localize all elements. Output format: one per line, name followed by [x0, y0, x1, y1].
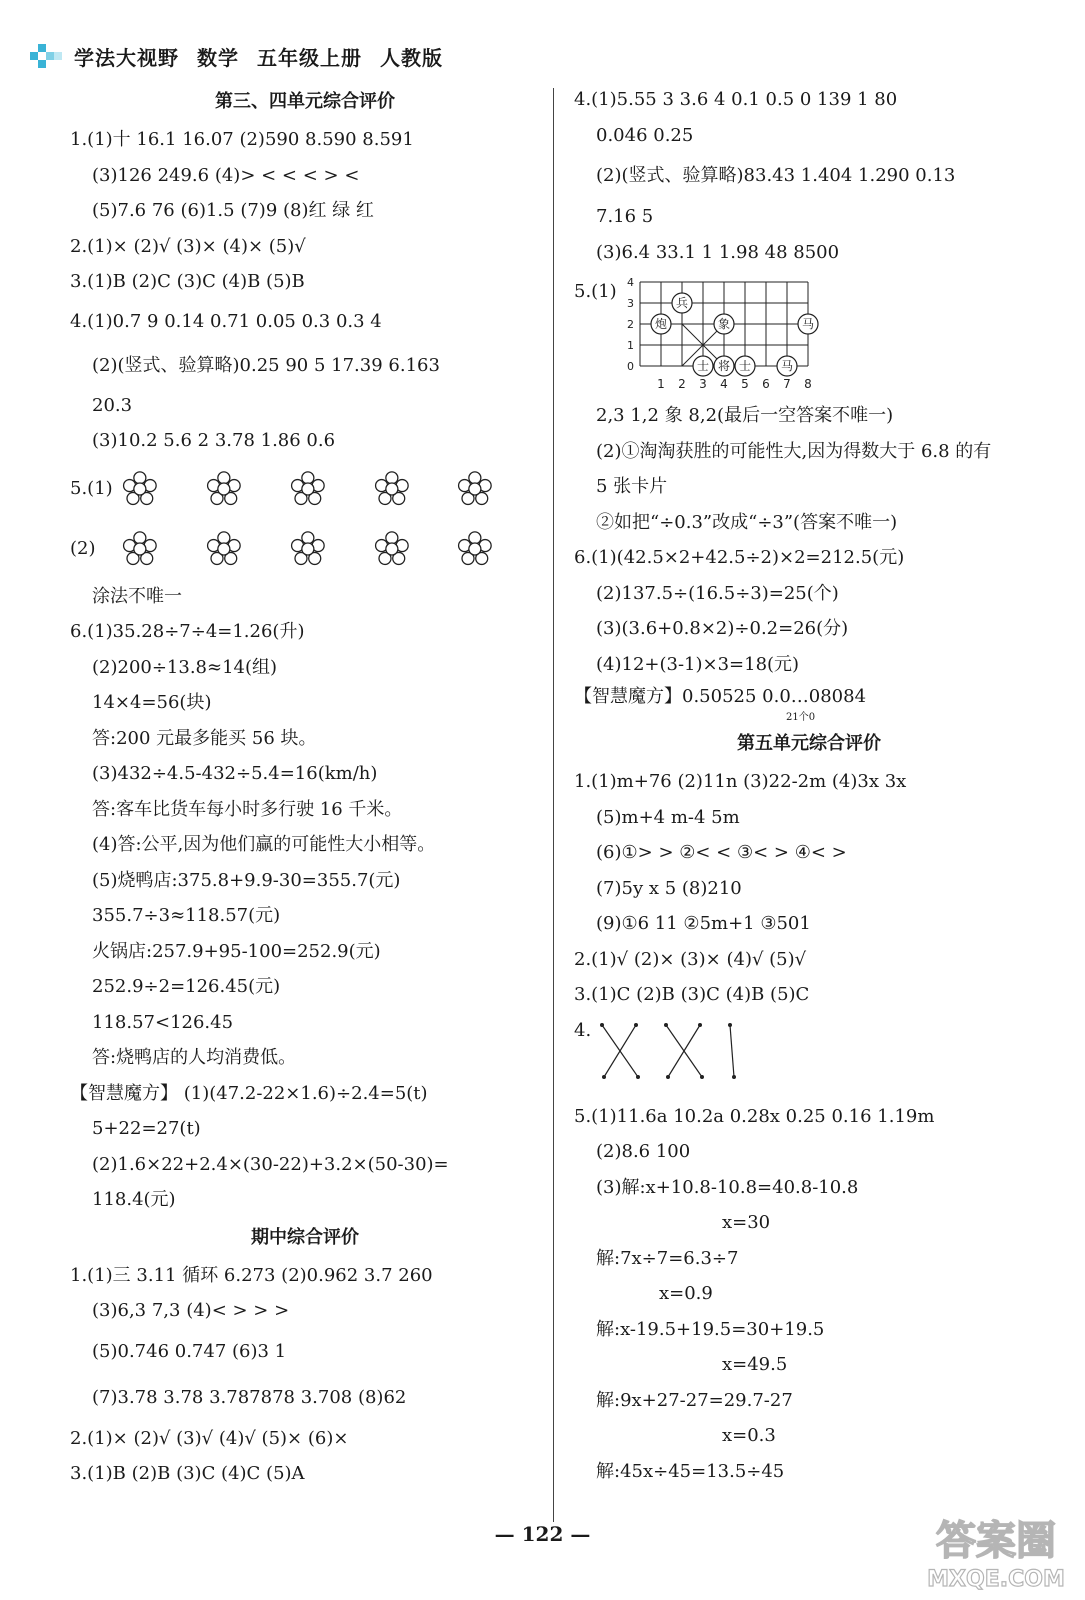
y-tick: 4	[627, 276, 634, 289]
answer-line: 0.046 0.25	[596, 124, 694, 146]
chess-piece: 马	[801, 317, 815, 331]
flower-icon	[121, 467, 159, 511]
answer-line: 解:45x÷45=13.5÷45	[596, 1460, 785, 1482]
answer-line: (3)解:x+10.8-10.8=40.8-10.8	[596, 1176, 859, 1198]
answer-line: x=30	[722, 1212, 771, 1233]
chess-piece: 士	[696, 359, 710, 373]
matching-lines-diagram	[596, 1017, 796, 1097]
flower-icon	[456, 527, 494, 571]
y-tick: 2	[627, 318, 634, 331]
answer-line: 解:x-19.5+19.5=30+19.5	[596, 1318, 825, 1340]
flower-row-1	[70, 459, 540, 519]
flower-label: 5.(1)	[70, 478, 113, 499]
answer-line: 5.(1)11.6a 10.2a 0.28x 0.25 0.16 1.19m	[574, 1105, 935, 1127]
answer-line: 118.57<126.45	[92, 1011, 234, 1033]
answer-line: 【智慧魔方】0.50525 0.0…08084	[574, 686, 867, 707]
answer-line: 1.(1)十 16.1 16.07 (2)590 8.590 8.591	[70, 129, 414, 150]
y-tick: 1	[627, 339, 634, 352]
answer-line: 答:烧鸭店的人均消费低。	[92, 1047, 297, 1068]
answer-line: 2.(1)× (2)√ (3)× (4)× (5)√	[70, 235, 306, 257]
answer-line: 2.(1)× (2)√ (3)√ (4)√ (5)× (6)×	[70, 1427, 349, 1449]
chess-piece: 马	[780, 359, 794, 373]
answer-line: 5 张卡片	[596, 476, 668, 497]
column-divider	[553, 88, 554, 1522]
answer-line: 解:7x÷7=6.3÷7	[596, 1247, 739, 1269]
answer-line: 答:客车比货车每小时多行驶 16 千米。	[92, 798, 403, 820]
answer-line: 6.(1)35.28÷7÷4=1.26(升)	[70, 621, 305, 642]
x-tick: 1	[657, 377, 665, 391]
answer-line: 6.(1)(42.5×2+42.5÷2)×2=212.5(元)	[574, 547, 905, 568]
answer-line: (3)(3.6+0.8×2)÷0.2=26(分)	[596, 618, 849, 639]
answer-line: (5)0.746 0.747 (6)3 1	[92, 1340, 287, 1362]
edition: 人教版	[380, 45, 443, 70]
answer-line: 【智慧魔方】 (1)(47.2-22×1.6)÷2.4=5(t)	[70, 1082, 428, 1104]
x-tick: 4	[720, 377, 728, 391]
x-tick: 8	[804, 377, 812, 391]
answer-line: 涂法不唯一	[92, 585, 182, 607]
x-tick: 5	[741, 377, 749, 391]
answer-line: ②如把“÷0.3”改成“÷3”(答案不唯一)	[596, 511, 898, 533]
answer-line: (2)137.5÷(16.5÷3)=25(个)	[596, 582, 839, 604]
answer-line: (5)7.6 76 (6)1.5 (7)9 (8)红 绿 红	[92, 200, 374, 221]
answer-line: (4)答:公平,因为他们赢的可能性大小相等。	[92, 834, 436, 855]
chess-piece: 象	[717, 317, 731, 331]
answer-line: (3)6,3 7,3 (4)< > > >	[92, 1300, 290, 1321]
answer-line: (5)烧鸭店:375.8+9.9-30=355.7(元)	[92, 869, 401, 891]
chess-board	[620, 276, 850, 404]
answer-line: 355.7÷3≈118.57(元)	[92, 905, 281, 926]
flower-icon	[205, 467, 243, 511]
flower-icon	[121, 527, 159, 571]
flower-label: (2)	[70, 538, 96, 559]
answer-line: (3)126 249.6 (4)> < < < > <	[92, 164, 360, 186]
answer-line: (7)3.78 3.78 3.787878 3.708 (8)62	[92, 1386, 407, 1408]
answer-line: 3.(1)C (2)B (3)C (4)B (5)C	[574, 984, 810, 1005]
chess-piece: 将	[717, 359, 731, 373]
flower-icon	[289, 527, 327, 571]
answer-line: 4.(1)0.7 9 0.14 0.71 0.05 0.3 0.3 4	[70, 310, 382, 332]
series-name: 学法大视野	[74, 45, 179, 70]
watermark-url: MXQE.COM	[927, 1567, 1065, 1592]
answer-line: (2)(竖式、验算略)83.43 1.404 1.290 0.13	[596, 165, 956, 186]
flower-icon	[456, 467, 494, 511]
answer-line: (3)10.2 5.6 2 3.78 1.86 0.6	[92, 430, 336, 451]
y-tick: 3	[627, 297, 634, 310]
page-number: — 122 —	[494, 1522, 591, 1546]
answer-line: (3)432÷4.5-432÷5.4=16(km/h)	[92, 763, 378, 784]
flower-icon	[205, 527, 243, 571]
flower-icon	[373, 527, 411, 571]
answer-line: 2,3 1,2 象 8,2(最后一空答案不唯一)	[596, 405, 894, 426]
answer-line: 1.(1)三 3.11 循环 6.273 (2)0.962 3.7 260	[70, 1264, 433, 1286]
watermark-logo	[921, 1508, 1071, 1594]
answer-line: 252.9÷2=126.45(元)	[92, 976, 281, 997]
answer-line: 3.(1)B (2)B (3)C (4)C (5)A	[70, 1463, 305, 1484]
x-tick: 7	[783, 377, 791, 391]
chess-board-block	[574, 270, 1044, 398]
x-tick: 2	[678, 377, 686, 391]
answer-line: (2)200÷13.8≈14(组)	[92, 656, 278, 678]
board-label: 5.(1)	[574, 281, 617, 302]
chess-piece: 士	[738, 359, 752, 373]
answer-line: x=49.5	[722, 1354, 788, 1375]
watermark-text: 答案圈	[936, 1518, 1056, 1564]
answer-line: (2)8.6 100	[596, 1141, 691, 1162]
answer-line: 1.(1)m+76 (2)11n (3)22-2m (4)3x 3x	[574, 771, 907, 792]
answer-line: x=0.3	[722, 1425, 776, 1446]
matching-block	[574, 1013, 1044, 1099]
answer-line: 4.(1)5.55 3 3.6 4 0.1 0.5 0 139 1 80	[574, 89, 898, 110]
x-tick: 3	[699, 377, 707, 391]
flower-row-2	[70, 519, 540, 579]
chess-piece: 兵	[675, 296, 689, 310]
answer-line: (2)(竖式、验算略)0.25 90 5 17.39 6.163	[92, 354, 440, 376]
answer-line: 3.(1)B (2)C (3)C (4)B (5)B	[70, 271, 305, 292]
section-title-unit5: 第五单元综合评价	[737, 733, 881, 754]
subject: 数学	[197, 45, 239, 70]
left-column	[70, 82, 540, 1492]
answer-line: 118.4(元)	[92, 1189, 176, 1210]
chess-piece: 炮	[654, 317, 668, 331]
grade: 五年级上册	[257, 45, 362, 70]
flower-icon	[289, 467, 327, 511]
page-header	[30, 38, 461, 74]
section-title-midterm: 期中综合评价	[251, 1226, 359, 1248]
section-title-unit34: 第三、四单元综合评价	[215, 91, 395, 112]
answer-line: (3)6.4 33.1 1 1.98 48 8500	[596, 241, 840, 263]
answer-line: (7)5y x 5 (8)210	[596, 877, 742, 899]
right-column	[574, 82, 1044, 1489]
answer-line: (5)m+4 m-4 5m	[596, 806, 740, 828]
zero-count-note: 21个0	[786, 712, 816, 723]
answer-line: 火锅店:257.9+95-100=252.9(元)	[92, 940, 381, 962]
answer-line: x=0.9	[659, 1283, 713, 1304]
answer-line: (6)①> > ②< < ③< > ④< >	[596, 842, 847, 863]
answer-line: (9)①6 11 ②5m+1 ③501	[596, 913, 811, 934]
answer-line: (4)12+(3-1)×3=18(元)	[596, 653, 800, 675]
answer-line: 解:9x+27-27=29.7-27	[596, 1389, 793, 1411]
answer-line: 7.16 5	[596, 206, 654, 227]
flower-icon	[373, 467, 411, 511]
answer-line: 2.(1)√ (2)× (3)× (4)√ (5)√	[574, 948, 807, 970]
header-text	[74, 42, 461, 71]
x-tick: 6	[762, 377, 770, 391]
answer-line: 5+22=27(t)	[92, 1118, 201, 1139]
y-tick: 0	[627, 360, 634, 373]
logo-icon	[30, 44, 64, 68]
matching-label: 4.	[574, 1019, 592, 1041]
answer-line: 20.3	[92, 394, 133, 416]
answer-line: (2)①淘淘获胜的可能性大,因为得数大于 6.8 的有	[596, 440, 992, 462]
answer-line: 14×4=56(块)	[92, 692, 212, 713]
answer-line: (2)1.6×22+2.4×(30-22)+3.2×(50-30)=	[92, 1153, 449, 1175]
answer-line: 答:200 元最多能买 56 块。	[92, 727, 317, 749]
